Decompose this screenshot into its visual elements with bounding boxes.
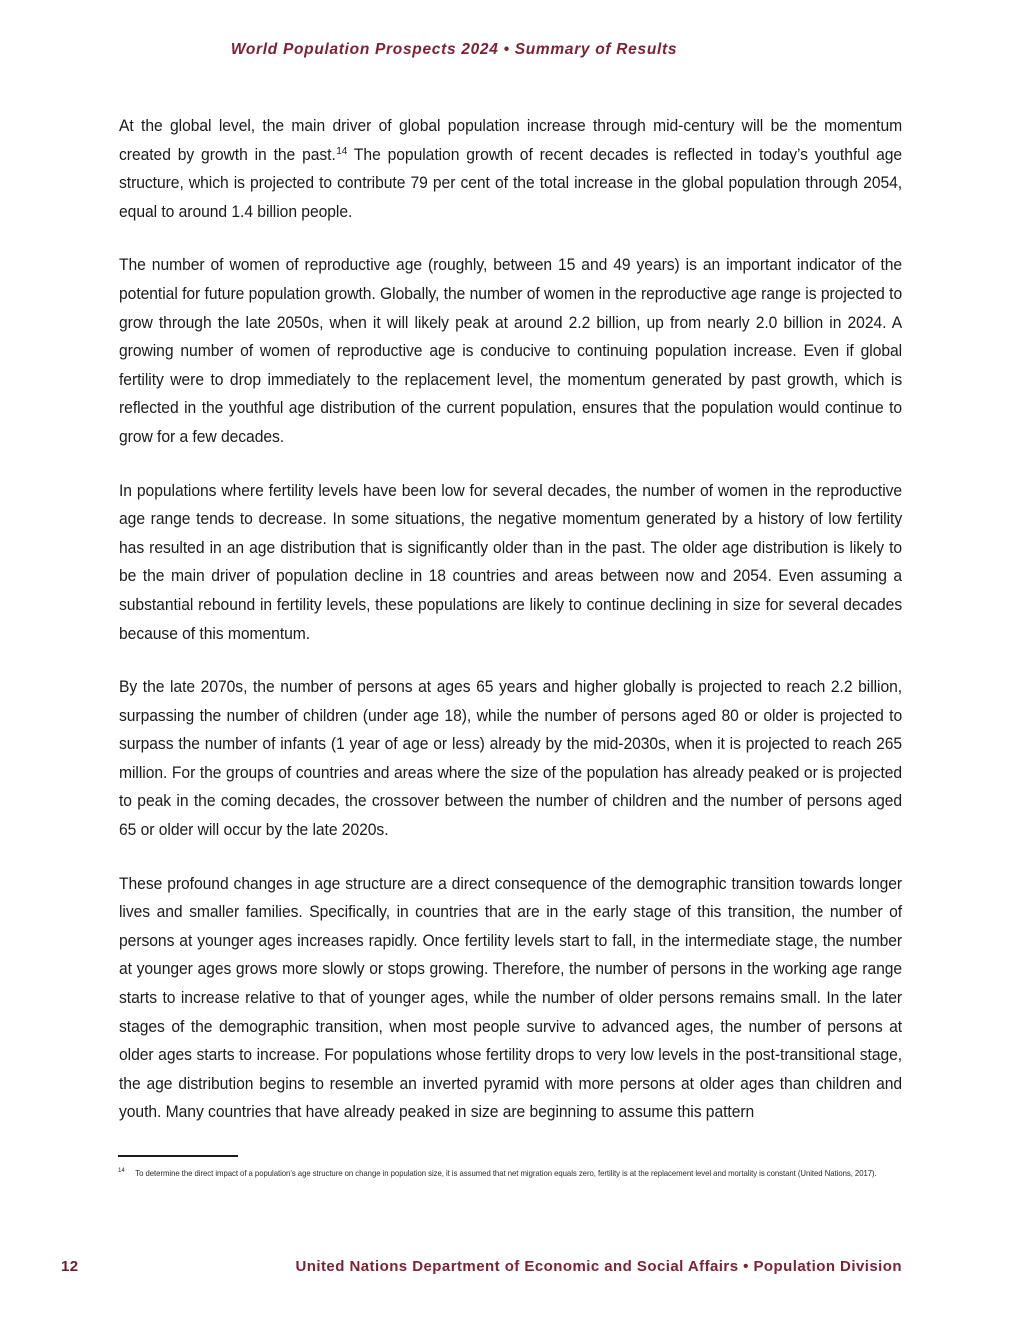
body-content <box>119 112 903 1127</box>
paragraph-demographic-transition: These profound changes in age structure are a direct consequence of the demographic transition towards longer lives and smaller families. Specifically, in countries that are in the early stage of this transition, the number of persons at younger ages increases rapidly. Once fertility levels start to fall, in the intermediate stage, the number at younger ages grows more slowly or stops growing. Therefore, the number of persons in the working age range starts to increase relative to that of younger ages, while the number of older persons remains small. In the later stages of the demographic transition, when most people survive to advanced ages, the number of persons at older ages starts to increase. For populations whose fertility drops to very low levels in the post-transitional stage, the age distribution begins to resemble an inverted pyramid with more persons at older ages than children and youth. Many countries that have already peaked in size are beginning to assume this pattern <box>119 874 903 1122</box>
paragraph-text-before-footnote-ref: At the global level, the main driver of global population increase through mid-century will be the momentum created by growth in the past. <box>119 117 903 164</box>
footnote-separator-rule <box>118 1155 238 1157</box>
footnote-entry <box>118 1167 907 1181</box>
page-number: 12 <box>61 1258 79 1275</box>
footer-organization-line: United Nations Department of Economic and Social Affairs • Population Division <box>295 1258 902 1275</box>
paragraph-older-persons-crossover: By the late 2070s, the number of persons at ages 65 years and higher globally is projected to reach 2.2 billion, surpassing the number of children (under age 18), while the number of persons aged 80 or older is projected to surpass the number of infants (1 year of age or less) already by the mid-2030s, when it is projected to reach 265 million. For the groups of countries and areas where the size of the population has already peaked or is projected to peak in the coming decades, the crossover between the number of children and the number of persons aged 65 or older will occur by the late 2020s. <box>119 678 903 840</box>
footnote-reference-14[interactable]: 14 <box>336 144 348 157</box>
page-footer <box>0 1258 1020 1282</box>
running-header <box>0 41 1020 59</box>
paragraph-reproductive-age: The number of women of reproductive age (roughly, between 15 and 49 years) is an important indicator of the potential for future population growth. Globally, the number of women in the reproductive age range is projected to grow through the late 2050s, when it will likely peak at around 2.2 billion, up from nearly 2.0 billion in 2024. A growing number of women of reproductive age is conducive to continuing population increase. Even if global fertility were to drop immediately to the replacement level, the momentum generated by past growth, which is reflected in the youthful age distribution of the current population, ensures that the population would continue to grow for a few decades. <box>119 256 903 446</box>
running-header-title: World Population Prospects 2024 • Summary of Results <box>230 41 678 58</box>
footnote-section <box>118 1155 908 1181</box>
paragraph-negative-momentum: In populations where fertility levels have been low for several decades, the number of women in the reproductive age range tends to decrease. In some situations, the negative momentum generated by a history of low fertility has resulted in an age distribution that is significantly older than in the past. The older age distribution is likely to be the main driver of population decline in 18 countries and areas between now and 2054. Even assuming a substantial rebound in fertility levels, these populations are likely to continue declining in size for several decades because of this momentum. <box>119 481 903 643</box>
footnote-text: To determine the direct impact of a population’s age structure on change in population size, it is assumed that net migration equals zero, fertility is at the replacement level and mortality is constant (United Nations, 2017). <box>135 1169 877 1178</box>
paragraph-momentum-global <box>119 112 902 226</box>
paragraph-text-after-footnote-ref: The population growth of recent decades is reflected in today’s youthful age structure, which is projected to contribute 79 per cent of the total increase in the global population through 2054, equal to around 1.4 billion people. <box>119 145 903 221</box>
footnote-marker: 14 <box>118 1167 125 1174</box>
